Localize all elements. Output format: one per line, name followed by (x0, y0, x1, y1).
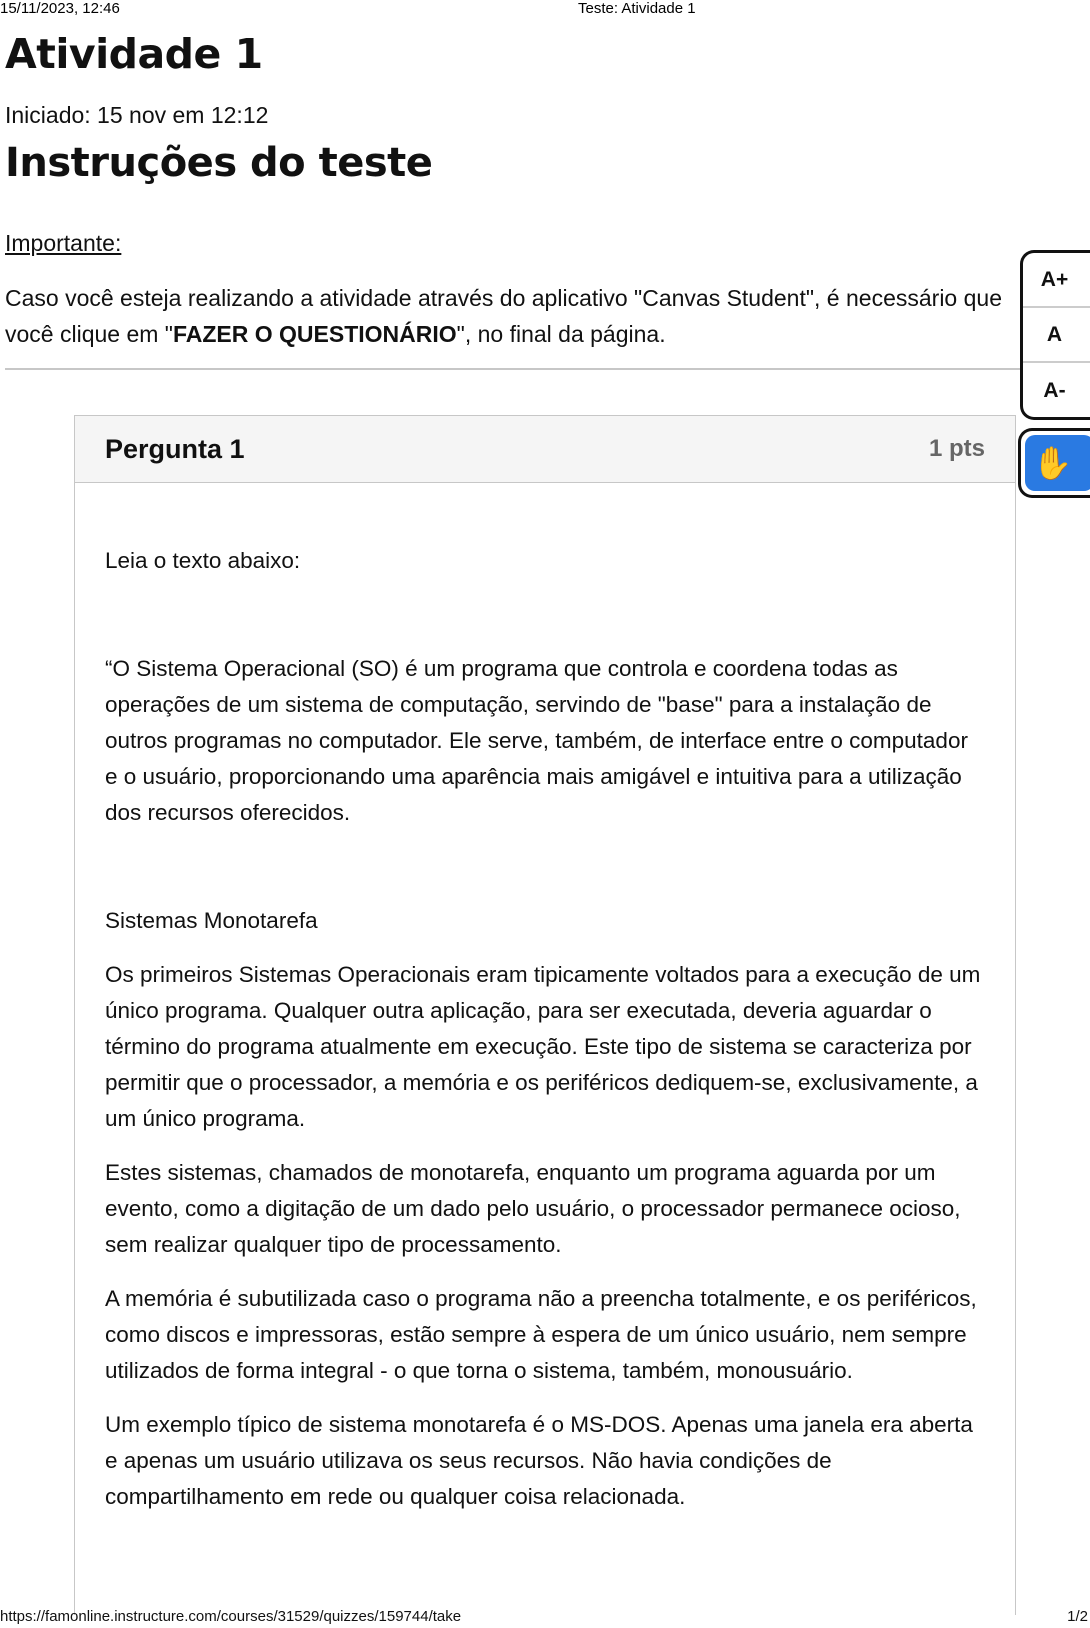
instructions-line-2 (5, 316, 1020, 352)
page-title: Atividade 1 (5, 30, 263, 78)
instructions-line-1: Caso você esteja realizando a atividade através do aplicativo "Canvas Student", é necessário que (5, 285, 1002, 311)
important-label: Importante: (5, 230, 122, 256)
instructions-text (5, 280, 1020, 352)
question-points: 1 pts (928, 435, 985, 462)
font-decrease-button[interactable]: A- (1043, 378, 1066, 402)
question-card (74, 415, 1016, 1615)
question-paragraph: Os primeiros Sistemas Operacionais eram tipicamente voltados para a execução de um único programa. Qualquer outra aplicação, para ser executada, deveria aguardar o término do programa atualmente em execução. Este tipo de sistema se caracteriza por permitir que o processador, a memória e os periféricos dediquem-se, exclusivamente, a um único programa. (105, 962, 981, 1131)
instr-text: você clique em " (5, 321, 173, 347)
font-size-widget (1020, 250, 1090, 420)
print-page-number: 1/2 (1067, 1608, 1088, 1625)
question-title: Pergunta 1 (105, 433, 245, 464)
question-header (75, 416, 1015, 483)
question-paragraph: A memória é subutilizada caso o programa não a preencha totalmente, e os periféricos, como discos e impressoras, estão sempre à espera de um único usuário, nem sempre utilizados de forma integral - o que torna o sistema, também, monousuário. (105, 1286, 977, 1383)
question-paragraph: “O Sistema Operacional (SO) é um programa que controla e coordena todas as operações de um sistema de computação, servindo de "base" para a instalação de outros programas no computador. Ele serve, também, de interface entre o computador e o usuário, proporcionando uma aparência mais amigável e intuitiva para a utilização dos recursos oferecidos. (105, 656, 968, 825)
font-increase-button[interactable]: A+ (1023, 253, 1090, 308)
print-page-title: Teste: Atividade 1 (578, 0, 696, 17)
question-paragraph: Leia o texto abaixo: (105, 548, 301, 573)
instr-text: ", no final da página. (456, 321, 666, 347)
print-url: https://famonline.instructure.com/courses/31529/quizzes/159744/take (0, 1608, 462, 1625)
question-paragraph: Estes sistemas, chamados de monotarefa, enquanto um programa aguarda por um evento, como a digitação de um dado pelo usuário, o processador permanece ocioso, sem realizar qualquer tipo de processamento. (105, 1160, 961, 1257)
question-body (75, 543, 1015, 1515)
started-time: Iniciado: 15 nov em 12:12 (5, 102, 269, 128)
instr-bold: FAZER O QUESTIONÁRIO (172, 321, 457, 347)
question-paragraph: Sistemas Monotarefa (105, 908, 318, 933)
print-datetime: 15/11/2023, 12:46 (0, 0, 120, 17)
question-paragraph: Um exemplo típico de sistema monotarefa é o MS-DOS. Apenas uma janela era aberta e apenas um usuário utilizava os seus recursos. Não havia condições de compartilhamento em rede ou qualquer coisa relacionada. (105, 1412, 973, 1509)
sign-language-hands-icon: ✋ (1025, 435, 1090, 491)
instructions-heading: Instruções do teste (5, 140, 433, 186)
sign-language-button[interactable] (1018, 428, 1090, 498)
divider (5, 368, 1020, 370)
font-normal-button[interactable]: A (1023, 308, 1090, 363)
